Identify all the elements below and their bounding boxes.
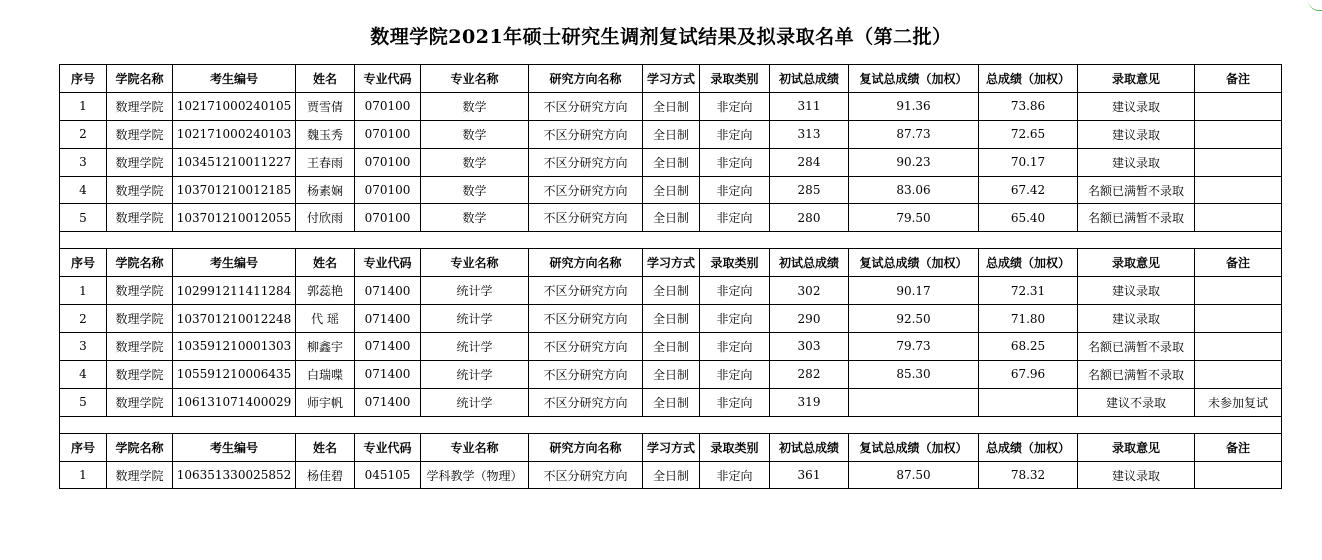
cell-college: 数理学院 xyxy=(107,388,173,416)
cell-admission-type: 非定向 xyxy=(700,277,770,305)
header-college: 学院名称 xyxy=(107,65,173,93)
cell-college: 数理学院 xyxy=(107,176,173,204)
cell-retest-score: 79.50 xyxy=(849,204,979,232)
header-admission-opinion: 录取意见 xyxy=(1078,249,1195,277)
cell-admission-type: 非定向 xyxy=(700,461,770,489)
header-study-mode: 学习方式 xyxy=(643,433,700,461)
cell-prelim-score: 303 xyxy=(770,333,849,361)
header-total-score: 总成绩（加权） xyxy=(979,249,1078,277)
cell-remark xyxy=(1195,277,1282,305)
cell-seq: 1 xyxy=(60,277,107,305)
cell-name: 师宇帆 xyxy=(296,388,355,416)
cell-prelim-score: 313 xyxy=(770,120,849,148)
cell-admission-type: 非定向 xyxy=(700,305,770,333)
cell-retest-score: 87.50 xyxy=(849,461,979,489)
cell-seq: 3 xyxy=(60,148,107,176)
cell-prelim-score: 302 xyxy=(770,277,849,305)
header-total-score: 总成绩（加权） xyxy=(979,433,1078,461)
cell-college: 数理学院 xyxy=(107,305,173,333)
table-row xyxy=(60,148,1282,176)
cell-remark xyxy=(1195,204,1282,232)
table-row xyxy=(60,333,1282,361)
cell-retest-score: 90.17 xyxy=(849,277,979,305)
header-exam-id: 考生编号 xyxy=(173,249,296,277)
cell-exam-id: 103451210011227 xyxy=(173,148,296,176)
cell-admission-type: 非定向 xyxy=(700,148,770,176)
cell-research-direction: 不区分研究方向 xyxy=(529,333,643,361)
cell-admission-opinion: 建议录取 xyxy=(1078,277,1195,305)
header-prelim-score: 初试总成绩 xyxy=(770,249,849,277)
cell-research-direction: 不区分研究方向 xyxy=(529,92,643,120)
cell-major-code: 070100 xyxy=(355,92,421,120)
cell-study-mode: 全日制 xyxy=(643,176,700,204)
cell-name: 杨素娴 xyxy=(296,176,355,204)
cell-seq: 2 xyxy=(60,120,107,148)
cell-research-direction: 不区分研究方向 xyxy=(529,388,643,416)
cell-retest-score: 91.36 xyxy=(849,92,979,120)
cell-retest-score: 87.73 xyxy=(849,120,979,148)
header-study-mode: 学习方式 xyxy=(643,249,700,277)
cell-admission-type: 非定向 xyxy=(700,120,770,148)
table-row xyxy=(60,461,1282,489)
spacer-cell xyxy=(60,232,1282,249)
cell-remark xyxy=(1195,120,1282,148)
cell-total-score: 78.32 xyxy=(979,461,1078,489)
cell-admission-opinion: 名额已满暂不录取 xyxy=(1078,333,1195,361)
header-remark: 备注 xyxy=(1195,433,1282,461)
cell-study-mode: 全日制 xyxy=(643,204,700,232)
cell-prelim-score: 311 xyxy=(770,92,849,120)
cell-major-name: 数学 xyxy=(421,204,529,232)
cell-major-code: 070100 xyxy=(355,204,421,232)
cell-major-code: 071400 xyxy=(355,360,421,388)
header-remark: 备注 xyxy=(1195,249,1282,277)
cell-admission-type: 非定向 xyxy=(700,204,770,232)
cell-major-code: 071400 xyxy=(355,333,421,361)
cell-prelim-score: 361 xyxy=(770,461,849,489)
cell-exam-id: 106351330025852 xyxy=(173,461,296,489)
cell-seq: 3 xyxy=(60,333,107,361)
cell-admission-type: 非定向 xyxy=(700,92,770,120)
page-title: 数理学院2021年硕士研究生调剂复试结果及拟录取名单（第二批） xyxy=(370,26,952,48)
cell-research-direction: 不区分研究方向 xyxy=(529,277,643,305)
cell-name: 王春雨 xyxy=(296,148,355,176)
cell-total-score: 67.42 xyxy=(979,176,1078,204)
table-row xyxy=(60,92,1282,120)
cell-research-direction: 不区分研究方向 xyxy=(529,360,643,388)
group-spacer-row xyxy=(60,232,1282,249)
table-row xyxy=(60,204,1282,232)
cell-name: 杨佳碧 xyxy=(296,461,355,489)
spacer-cell xyxy=(60,416,1282,433)
cell-total-score: 72.65 xyxy=(979,120,1078,148)
cell-study-mode: 全日制 xyxy=(643,148,700,176)
cell-exam-id: 102171000240103 xyxy=(173,120,296,148)
cell-name: 白瑞喋 xyxy=(296,360,355,388)
cell-seq: 1 xyxy=(60,92,107,120)
header-major-name: 专业名称 xyxy=(421,249,529,277)
cell-admission-opinion: 建议录取 xyxy=(1078,305,1195,333)
cell-study-mode: 全日制 xyxy=(643,333,700,361)
cell-remark xyxy=(1195,148,1282,176)
cell-major-code: 071400 xyxy=(355,277,421,305)
cell-total-score: 65.40 xyxy=(979,204,1078,232)
cell-major-name: 统计学 xyxy=(421,277,529,305)
header-research-direction: 研究方向名称 xyxy=(529,249,643,277)
cell-admission-opinion: 建议录取 xyxy=(1078,120,1195,148)
cell-major-code: 071400 xyxy=(355,305,421,333)
header-admission-type: 录取类别 xyxy=(700,433,770,461)
cell-seq: 2 xyxy=(60,305,107,333)
cell-admission-opinion: 建议录取 xyxy=(1078,92,1195,120)
cell-admission-type: 非定向 xyxy=(700,388,770,416)
cell-exam-id: 103701210012248 xyxy=(173,305,296,333)
cell-college: 数理学院 xyxy=(107,92,173,120)
cell-prelim-score: 282 xyxy=(770,360,849,388)
header-seq: 序号 xyxy=(60,65,107,93)
cell-major-code: 070100 xyxy=(355,176,421,204)
cell-admission-opinion: 名额已满暂不录取 xyxy=(1078,360,1195,388)
table-row xyxy=(60,388,1282,416)
cell-name: 贾雪倩 xyxy=(296,92,355,120)
cell-research-direction: 不区分研究方向 xyxy=(529,461,643,489)
cell-seq: 5 xyxy=(60,388,107,416)
cell-college: 数理学院 xyxy=(107,277,173,305)
header-admission-type: 录取类别 xyxy=(700,65,770,93)
cell-major-name: 数学 xyxy=(421,148,529,176)
cell-remark xyxy=(1195,176,1282,204)
cell-research-direction: 不区分研究方向 xyxy=(529,305,643,333)
cell-major-code: 071400 xyxy=(355,388,421,416)
cell-research-direction: 不区分研究方向 xyxy=(529,120,643,148)
cell-exam-id: 106131071400029 xyxy=(173,388,296,416)
cell-study-mode: 全日制 xyxy=(643,305,700,333)
cell-college: 数理学院 xyxy=(107,333,173,361)
header-major-name: 专业名称 xyxy=(421,65,529,93)
header-exam-id: 考生编号 xyxy=(173,65,296,93)
cell-retest-score: 92.50 xyxy=(849,305,979,333)
cell-exam-id: 102991211411284 xyxy=(173,277,296,305)
cell-major-name: 统计学 xyxy=(421,360,529,388)
cell-major-name: 学科教学（物理） xyxy=(421,461,529,489)
cell-research-direction: 不区分研究方向 xyxy=(529,148,643,176)
cell-retest-score: 83.06 xyxy=(849,176,979,204)
cell-study-mode: 全日制 xyxy=(643,388,700,416)
header-name: 姓名 xyxy=(296,249,355,277)
cell-college: 数理学院 xyxy=(107,204,173,232)
cell-admission-opinion: 名额已满暂不录取 xyxy=(1078,204,1195,232)
cell-major-name: 统计学 xyxy=(421,333,529,361)
cell-college: 数理学院 xyxy=(107,120,173,148)
cell-total-score: 73.86 xyxy=(979,92,1078,120)
header-row xyxy=(60,65,1282,93)
cell-name: 柳鑫宇 xyxy=(296,333,355,361)
cell-exam-id: 103701210012055 xyxy=(173,204,296,232)
cell-major-name: 统计学 xyxy=(421,388,529,416)
cell-admission-type: 非定向 xyxy=(700,333,770,361)
header-exam-id: 考生编号 xyxy=(173,433,296,461)
cell-seq: 1 xyxy=(60,461,107,489)
cell-remark xyxy=(1195,305,1282,333)
cell-total-score: 71.80 xyxy=(979,305,1078,333)
table-row xyxy=(60,176,1282,204)
header-prelim-score: 初试总成绩 xyxy=(770,433,849,461)
cell-study-mode: 全日制 xyxy=(643,92,700,120)
header-major-code: 专业代码 xyxy=(355,65,421,93)
cell-major-name: 数学 xyxy=(421,92,529,120)
cell-major-name: 数学 xyxy=(421,176,529,204)
cell-prelim-score: 280 xyxy=(770,204,849,232)
cell-exam-id: 103591210001303 xyxy=(173,333,296,361)
header-retest-score: 复试总成绩（加权） xyxy=(849,433,979,461)
cell-prelim-score: 284 xyxy=(770,148,849,176)
cell-name: 付欣雨 xyxy=(296,204,355,232)
corner-mark xyxy=(1308,0,1322,11)
cell-retest-score xyxy=(849,388,979,416)
cell-prelim-score: 285 xyxy=(770,176,849,204)
cell-retest-score: 79.73 xyxy=(849,333,979,361)
header-name: 姓名 xyxy=(296,433,355,461)
cell-remark xyxy=(1195,333,1282,361)
cell-remark: 未参加复试 xyxy=(1195,388,1282,416)
header-retest-score: 复试总成绩（加权） xyxy=(849,65,979,93)
cell-study-mode: 全日制 xyxy=(643,277,700,305)
cell-admission-opinion: 建议录取 xyxy=(1078,461,1195,489)
cell-admission-type: 非定向 xyxy=(700,360,770,388)
cell-exam-id: 103701210012185 xyxy=(173,176,296,204)
cell-retest-score: 90.23 xyxy=(849,148,979,176)
header-admission-opinion: 录取意见 xyxy=(1078,65,1195,93)
cell-seq: 4 xyxy=(60,360,107,388)
cell-total-score xyxy=(979,388,1078,416)
cell-prelim-score: 319 xyxy=(770,388,849,416)
cell-major-name: 数学 xyxy=(421,120,529,148)
cell-study-mode: 全日制 xyxy=(643,120,700,148)
cell-admission-type: 非定向 xyxy=(700,176,770,204)
cell-total-score: 72.31 xyxy=(979,277,1078,305)
header-row xyxy=(60,249,1282,277)
cell-total-score: 68.25 xyxy=(979,333,1078,361)
cell-research-direction: 不区分研究方向 xyxy=(529,176,643,204)
header-major-code: 专业代码 xyxy=(355,249,421,277)
admission-table xyxy=(59,64,1282,489)
cell-name: 魏玉秀 xyxy=(296,120,355,148)
header-retest-score: 复试总成绩（加权） xyxy=(849,249,979,277)
cell-name: 代 瑶 xyxy=(296,305,355,333)
header-college: 学院名称 xyxy=(107,433,173,461)
cell-study-mode: 全日制 xyxy=(643,461,700,489)
cell-college: 数理学院 xyxy=(107,360,173,388)
header-college: 学院名称 xyxy=(107,249,173,277)
header-major-name: 专业名称 xyxy=(421,433,529,461)
cell-total-score: 70.17 xyxy=(979,148,1078,176)
cell-exam-id: 102171000240105 xyxy=(173,92,296,120)
header-study-mode: 学习方式 xyxy=(643,65,700,93)
header-total-score: 总成绩（加权） xyxy=(979,65,1078,93)
header-remark: 备注 xyxy=(1195,65,1282,93)
header-research-direction: 研究方向名称 xyxy=(529,433,643,461)
header-prelim-score: 初试总成绩 xyxy=(770,65,849,93)
table-row xyxy=(60,277,1282,305)
cell-prelim-score: 290 xyxy=(770,305,849,333)
cell-seq: 4 xyxy=(60,176,107,204)
cell-admission-opinion: 建议录取 xyxy=(1078,148,1195,176)
header-row xyxy=(60,433,1282,461)
cell-remark xyxy=(1195,92,1282,120)
cell-admission-opinion: 名额已满暂不录取 xyxy=(1078,176,1195,204)
cell-college: 数理学院 xyxy=(107,148,173,176)
cell-name: 郭蕊艳 xyxy=(296,277,355,305)
header-major-code: 专业代码 xyxy=(355,433,421,461)
header-research-direction: 研究方向名称 xyxy=(529,65,643,93)
header-admission-type: 录取类别 xyxy=(700,249,770,277)
cell-remark xyxy=(1195,461,1282,489)
cell-seq: 5 xyxy=(60,204,107,232)
cell-remark xyxy=(1195,360,1282,388)
cell-retest-score: 85.30 xyxy=(849,360,979,388)
cell-major-code: 045105 xyxy=(355,461,421,489)
cell-research-direction: 不区分研究方向 xyxy=(529,204,643,232)
header-seq: 序号 xyxy=(60,433,107,461)
header-name: 姓名 xyxy=(296,65,355,93)
cell-major-code: 070100 xyxy=(355,148,421,176)
cell-study-mode: 全日制 xyxy=(643,360,700,388)
table-row xyxy=(60,120,1282,148)
cell-total-score: 67.96 xyxy=(979,360,1078,388)
cell-admission-opinion: 建议不录取 xyxy=(1078,388,1195,416)
header-admission-opinion: 录取意见 xyxy=(1078,433,1195,461)
cell-college: 数理学院 xyxy=(107,461,173,489)
cell-exam-id: 105591210006435 xyxy=(173,360,296,388)
table-row xyxy=(60,360,1282,388)
group-spacer-row xyxy=(60,416,1282,433)
table-row xyxy=(60,305,1282,333)
cell-major-code: 070100 xyxy=(355,120,421,148)
header-seq: 序号 xyxy=(60,249,107,277)
cell-major-name: 统计学 xyxy=(421,305,529,333)
